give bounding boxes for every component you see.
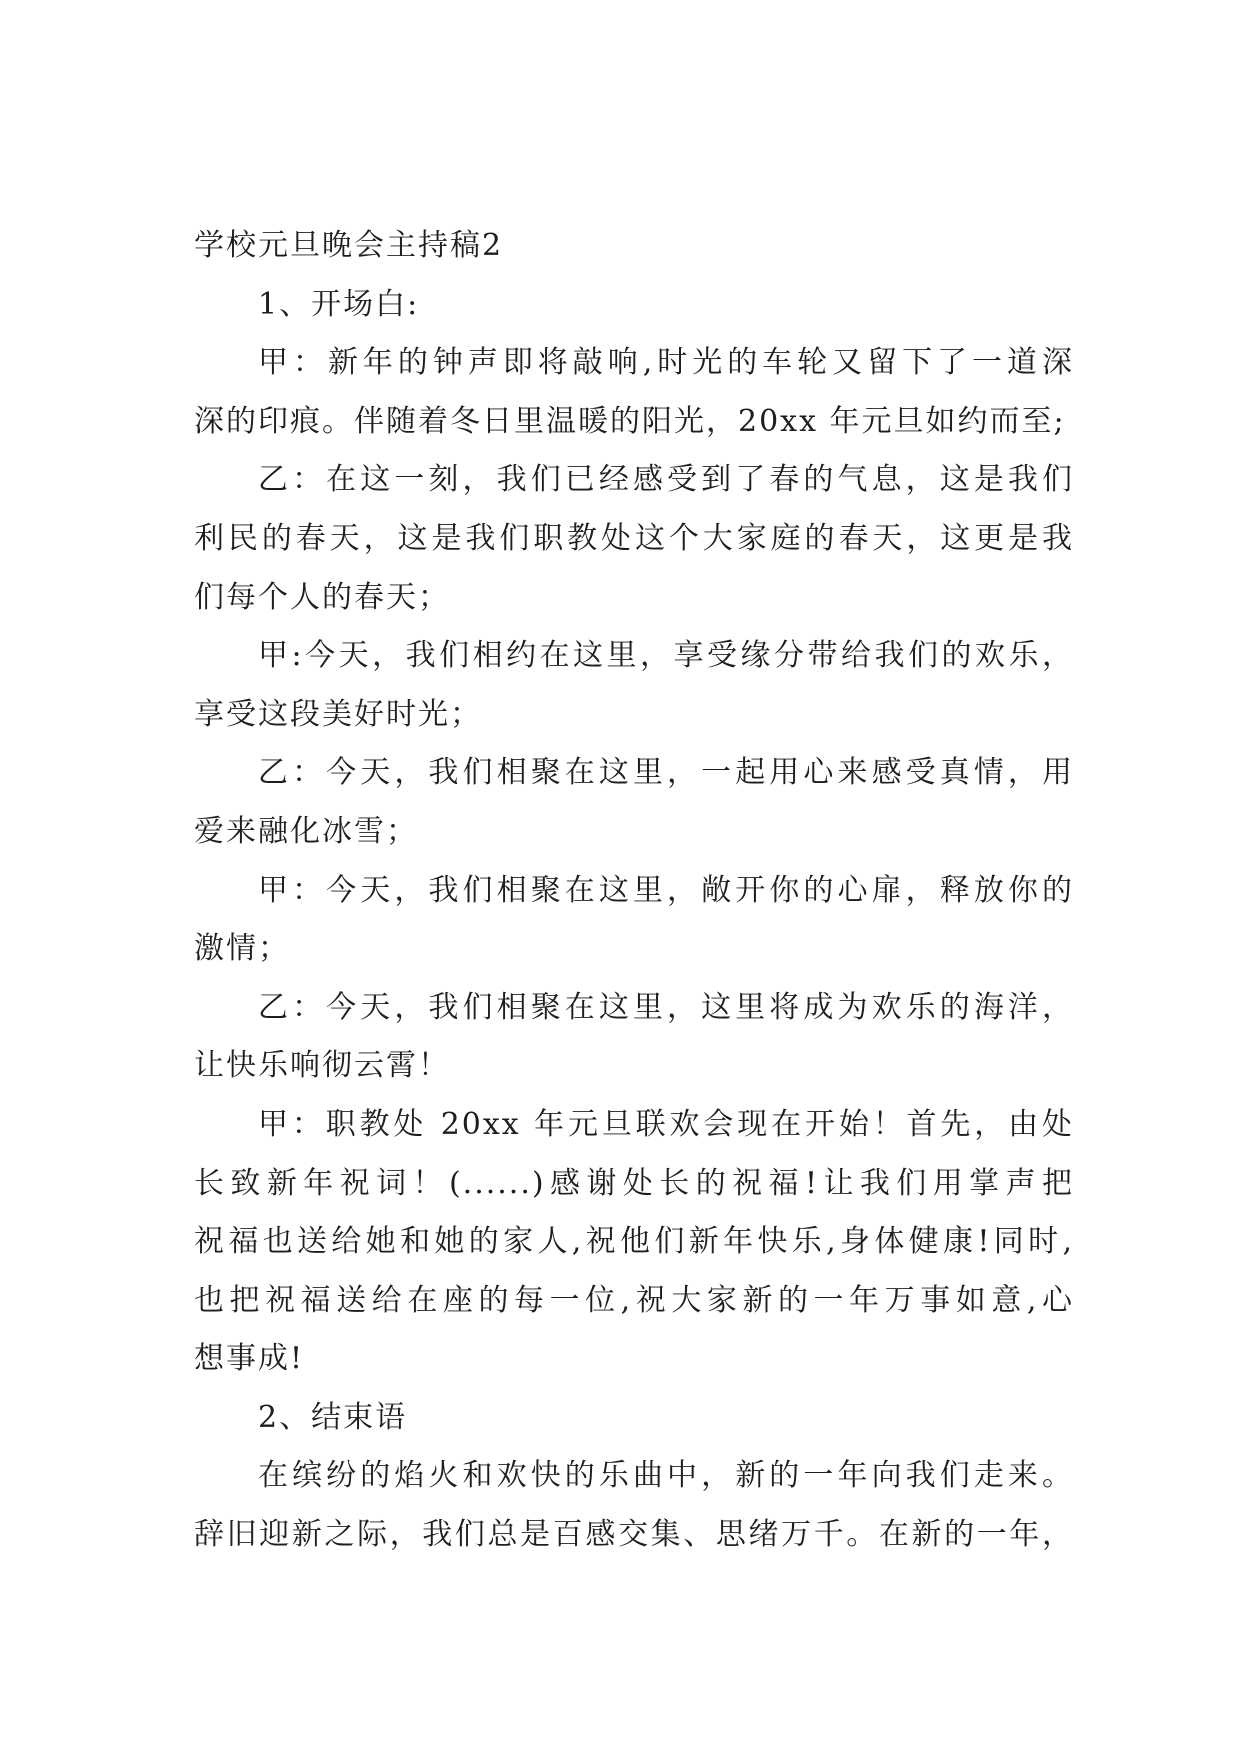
paragraph-line: 2、结束语	[258, 1399, 408, 1435]
paragraph-line: 乙：在这一刻，我们已经感受到了春的气息，这是我们	[258, 462, 1074, 498]
paragraph-line: 甲：职教处 20xx 年元旦联欢会现在开始！首先，由处	[258, 1106, 1074, 1142]
paragraph-line: 甲：新年的钟声即将敲响,时光的车轮又留下了一道深	[258, 345, 1074, 381]
paragraph-line: 长致新年祝词！(......)感谢处长的祝福!让我们用掌声把	[194, 1165, 1074, 1201]
paragraph-line: 爱来融化冰雪；	[194, 813, 418, 849]
paragraph	[194, 451, 1074, 627]
paragraph-line: 乙：今天，我们相聚在这里，这里将成为欢乐的海洋，	[258, 989, 1074, 1025]
paragraph-line: 辞旧迎新之际，我们总是百感交集、思绪万千。在新的一年，	[194, 1517, 1074, 1553]
paragraph-line: 1、开场白:	[258, 286, 420, 322]
paragraph-line: 乙：今天，我们相聚在这里，一起用心来感受真情，用	[258, 755, 1074, 791]
paragraph	[194, 1096, 1074, 1389]
paragraph-line: 甲:今天，我们相约在这里，享受缘分带给我们的欢乐，	[258, 638, 1074, 674]
paragraph	[194, 862, 1074, 979]
paragraph-line: 让快乐响彻云霄！	[194, 1048, 450, 1084]
paragraph-line: 享受这段美好时光；	[194, 696, 482, 732]
paragraph-line: 想事成!	[194, 1341, 305, 1377]
paragraph-line: 激情；	[194, 931, 290, 967]
paragraph-line: 利民的春天，这是我们职教处这个大家庭的春天，这更是我	[194, 520, 1074, 556]
paragraph	[194, 627, 1074, 744]
paragraph-line: 们每个人的春天；	[194, 579, 450, 615]
paragraph-line: 深的印痕。伴随着冬日里温暖的阳光，20xx 年元旦如约而至;	[194, 403, 1066, 439]
paragraph-line: 在缤纷的焰火和欢快的乐曲中，新的一年向我们走来。	[258, 1458, 1074, 1494]
paragraph	[194, 334, 1074, 451]
paragraph-line: 祝福也送给她和她的家人,祝他们新年快乐,身体健康!同时,	[194, 1224, 1074, 1260]
paragraph	[194, 744, 1074, 861]
paragraph	[194, 979, 1074, 1096]
paragraph	[194, 1447, 1074, 1564]
document-body	[194, 217, 1074, 1565]
paragraph-opening-heading	[194, 276, 1074, 335]
paragraph-line: 也把祝福送给在座的每一位,祝大家新的一年万事如意,心	[194, 1282, 1074, 1318]
paragraph-line: 甲：今天，我们相聚在这里，敞开你的心扉，释放你的	[258, 872, 1074, 908]
paragraph-closing-heading	[194, 1389, 1074, 1448]
document-title: 学校元旦晚会主持稿2	[194, 228, 504, 263]
